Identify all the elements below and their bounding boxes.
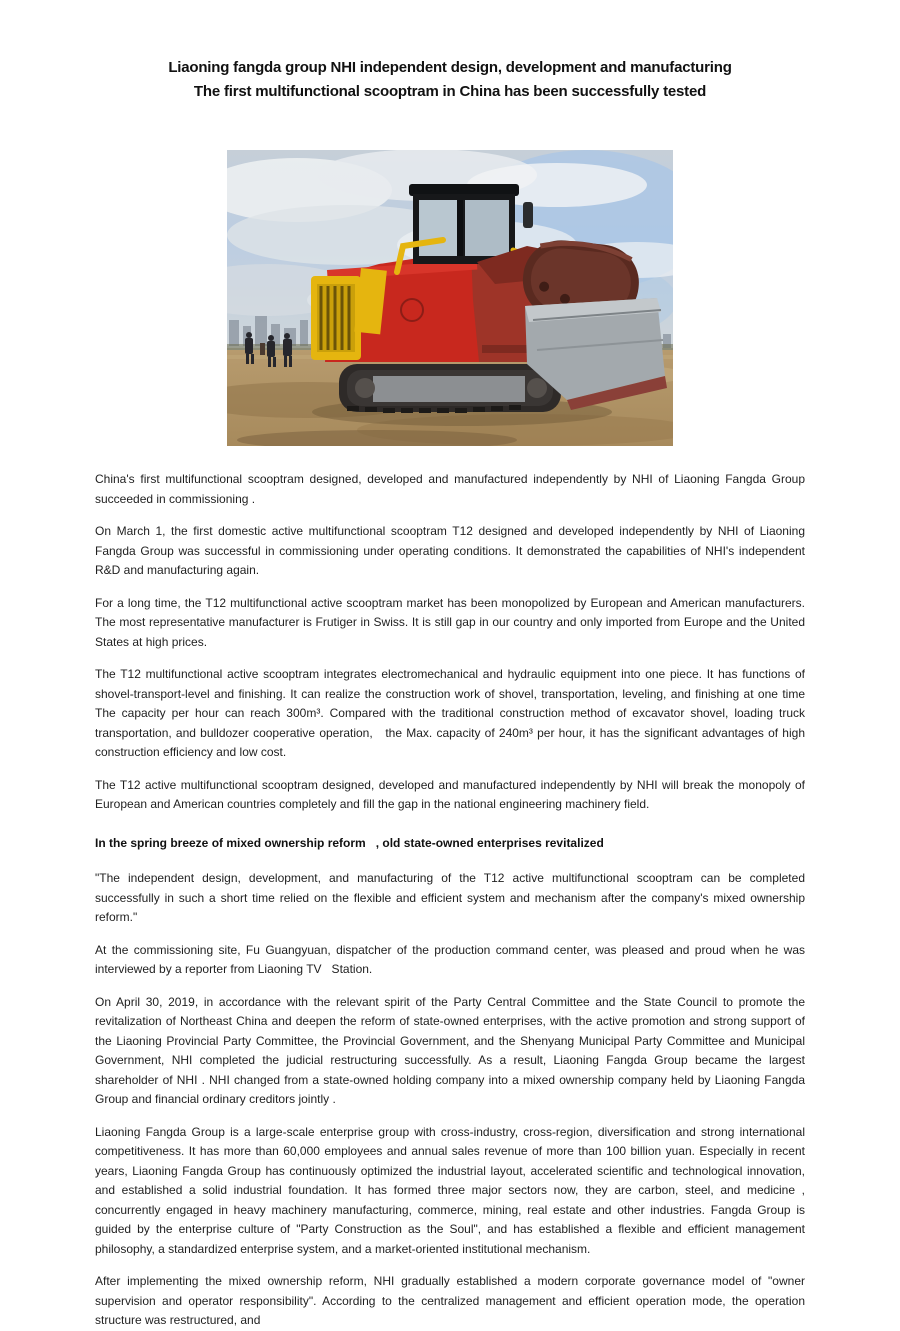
paragraph-2: On March 1, the first domestic active multifunctional scooptram T12 designed and developed independently by NHI of Liaoning Fangda Group was successful in commissioning under operating conditions. It demonstrated the capabilities of NHI's independent R&D and manufacturing again. [95, 524, 805, 577]
scooptram-photo-illustration [227, 150, 673, 446]
paragraph-8: On April 30, 2019, in accordance with the relevant spirit of the Party Central Committee and the State Council to promote the revitalization of Northeast China and deepen the reform of state-owned enterprises, with the active promotion and strong support of the Liaoning Provincial Party Committee, the Provincial Government, and the Shenyang Municipal Party Committee and Municipal Government, NHI completed the judicial restructuring successfully. As a result, Liaoning Fangda Group became the largest shareholder of NHI . NHI changed from a state-owned holding company into a mixed ownership company held by Liaoning Fangda Group and financial ordinary creditors jointly . [95, 994, 805, 1106]
document-page [0, 56, 900, 1327]
scooptram-photo [227, 150, 673, 446]
paragraph-1: China's first multifunctional scooptram designed, developed and manufactured independently by NHI of Liaoning Fangda Group succeeded in commissioning . [95, 472, 805, 506]
paragraph-6: "The independent design, development, and manufacturing of the T12 active multifunctional scooptram can be completed successfully in such a short time relied on the flexible and efficient system and mechanism after the company's mixed ownership reform." [95, 871, 805, 924]
paragraph-5: The T12 active multifunctional scooptram designed, developed and manufactured independently by NHI will break the monopoly of European and American countries completely and fill the gap in the national engineering machinery field. [95, 777, 805, 811]
section-subheading: In the spring breeze of mixed ownership reform , old state-owned enterprises revitalized [95, 835, 604, 850]
paragraph-4: The T12 multifunctional active scooptram integrates electromechanical and hydraulic equipment into one piece. It has functions of shovel-transport-level and finishing. It can realize the construction work of shovel, transportation, leveling, and finishing at one time The capacity per hour can reach 300m³. Compared with the traditional construction method of excavator shovel, loading truck transportation, and bulldozer cooperative operation, the Max. capacity of 240m³ per hour, it has the significant advantages of high construction efficiency and low cost. [95, 667, 805, 759]
article-body [95, 470, 805, 1331]
paragraph-7: At the commissioning site, Fu Guangyuan, dispatcher of the production command center, was pleased and proud when he was interviewed by a reporter from Liaoning TV Station. [95, 942, 805, 976]
paragraph-10: After implementing the mixed ownership reform, NHI gradually established a modern corporate governance model of "owner supervision and operator responsibility". According to the centralized management and efficient operation mode, the operation structure was restructured, and [95, 1274, 805, 1327]
article-title-line-2: The first multifunctional scooptram in China has been successfully tested [193, 83, 707, 100]
paragraph-3: For a long time, the T12 multifunctional active scooptram market has been monopolized by European and American manufacturers. The most representative manufacturer is Frutiger in Swiss. It is still gap in our country and only imported from Europe and the United States at high prices. [95, 595, 805, 649]
paragraph-9: Liaoning Fangda Group is a large-scale enterprise group with cross-industry, cross-region, diversification and strong international competitiveness. It has more than 60,000 employees and annual sales revenue of more than 100 billion yuan. Especially in recent years, Liaoning Fangda Group has continuously optimized the industrial layout, accelerated scientific and technological innovation, and established a solid industrial foundation. It has formed three major sectors now, they are carbon, steel, and medicine , concurrently engaged in heavy machinery manufacturing, commerce, mining, real estate and other industries. Fangda Group is guided by the enterprise culture of "Party Construction as the Soul", and has established a flexible and efficient management philosophy, a standardized enterprise system, and a market-oriented institutional mechanism. [95, 1124, 805, 1256]
article-title [60, 56, 840, 104]
article-title-line-1: Liaoning fangda group NHI independent design, development and manufacturing [168, 59, 732, 76]
